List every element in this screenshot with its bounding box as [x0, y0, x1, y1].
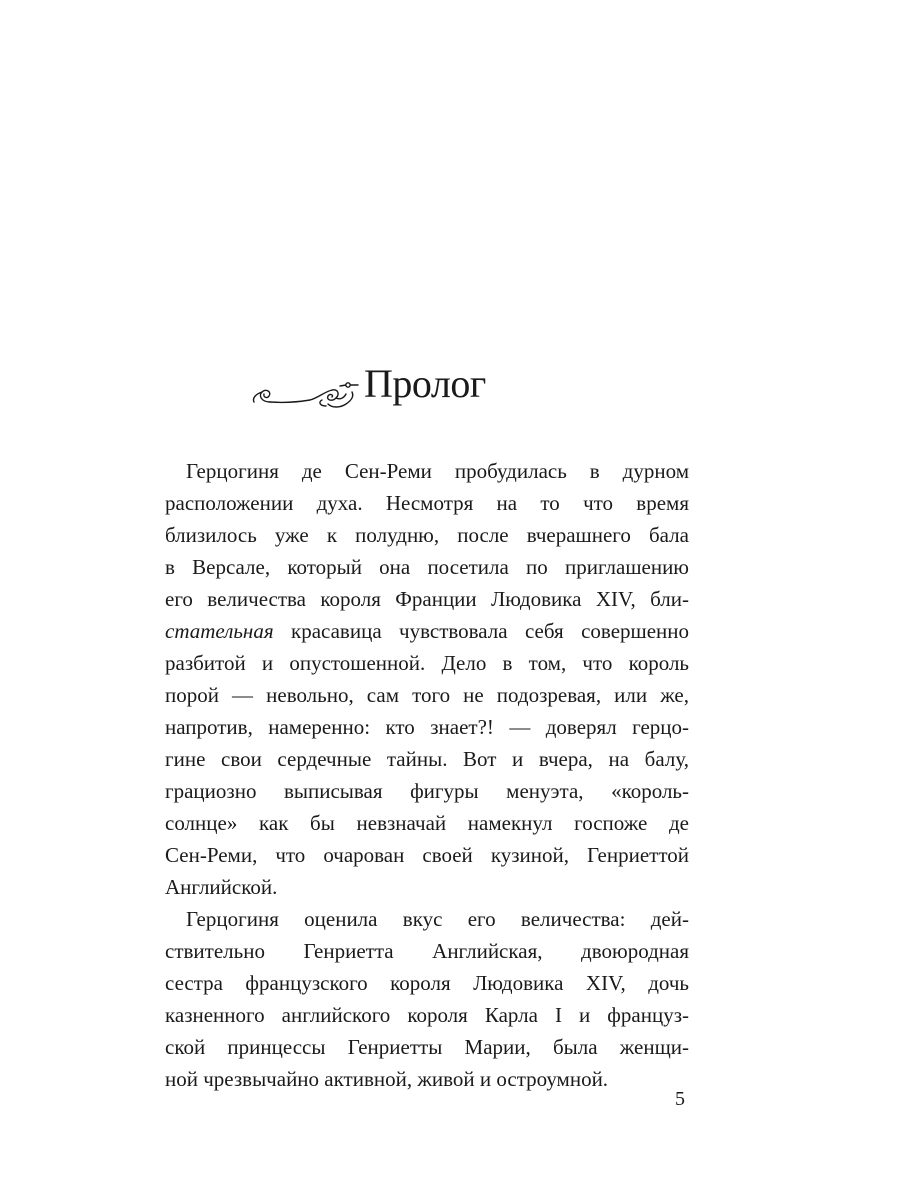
text-line: ствительно Генриетта Английская, двоюродная — [165, 939, 689, 963]
text-line: сестра французского короля Людовика XIV, дочь — [165, 971, 689, 995]
text-line: расположении духа. Несмотря на то что время — [165, 491, 689, 515]
text-line: напротив, намеренно: кто знает?! — доверял герцо- — [165, 715, 689, 739]
paragraph — [165, 903, 689, 1095]
text-line: его величества короля Франции Людовика XIV, бли- — [165, 587, 689, 611]
text-line: Английской. — [165, 875, 278, 899]
text-line: Герцогиня оценила вкус его величества: дей- — [186, 907, 689, 931]
text-line: гине свои сердечные тайны. Вот и вчера, на балу, — [165, 747, 689, 771]
text-line: ной чрезвычайно активной, живой и остроумной. — [165, 1067, 609, 1091]
text-line: Сен-Реми, что очарован своей кузиной, Генриеттой — [165, 843, 689, 867]
text-line: казненного английского короля Карла I и француз- — [165, 1003, 689, 1027]
chapter-heading — [248, 360, 486, 428]
paragraph — [165, 455, 689, 903]
text-fragment: красавица чувствовала себя совершенно — [273, 619, 689, 643]
text-line: грациозно выписывая фигуры менуэта, «король- — [165, 779, 689, 803]
text-line: Герцогиня де Сен-Реми пробудилась в дурном — [186, 459, 689, 483]
text-line: ской принцессы Генриетты Марии, была женщи- — [165, 1035, 689, 1059]
page-number: 5 — [675, 1088, 685, 1110]
text-line — [165, 615, 689, 647]
text-line: в Версале, который она посетила по приглашению — [165, 555, 689, 579]
italic-word: стательная — [165, 619, 274, 643]
scroll-flourish-icon — [248, 376, 360, 416]
chapter-title: Пролог — [364, 360, 486, 406]
text-line: разбитой и опустошенной. Дело в том, что король — [165, 651, 689, 675]
text-line: порой — невольно, сам того не подозревая, или же, — [165, 683, 689, 707]
text-line: солнце» как бы невзначай намекнул госпоже де — [165, 811, 689, 835]
body-text — [165, 455, 689, 1095]
text-line: близилось уже к полудню, после вчерашнего бала — [165, 523, 689, 547]
